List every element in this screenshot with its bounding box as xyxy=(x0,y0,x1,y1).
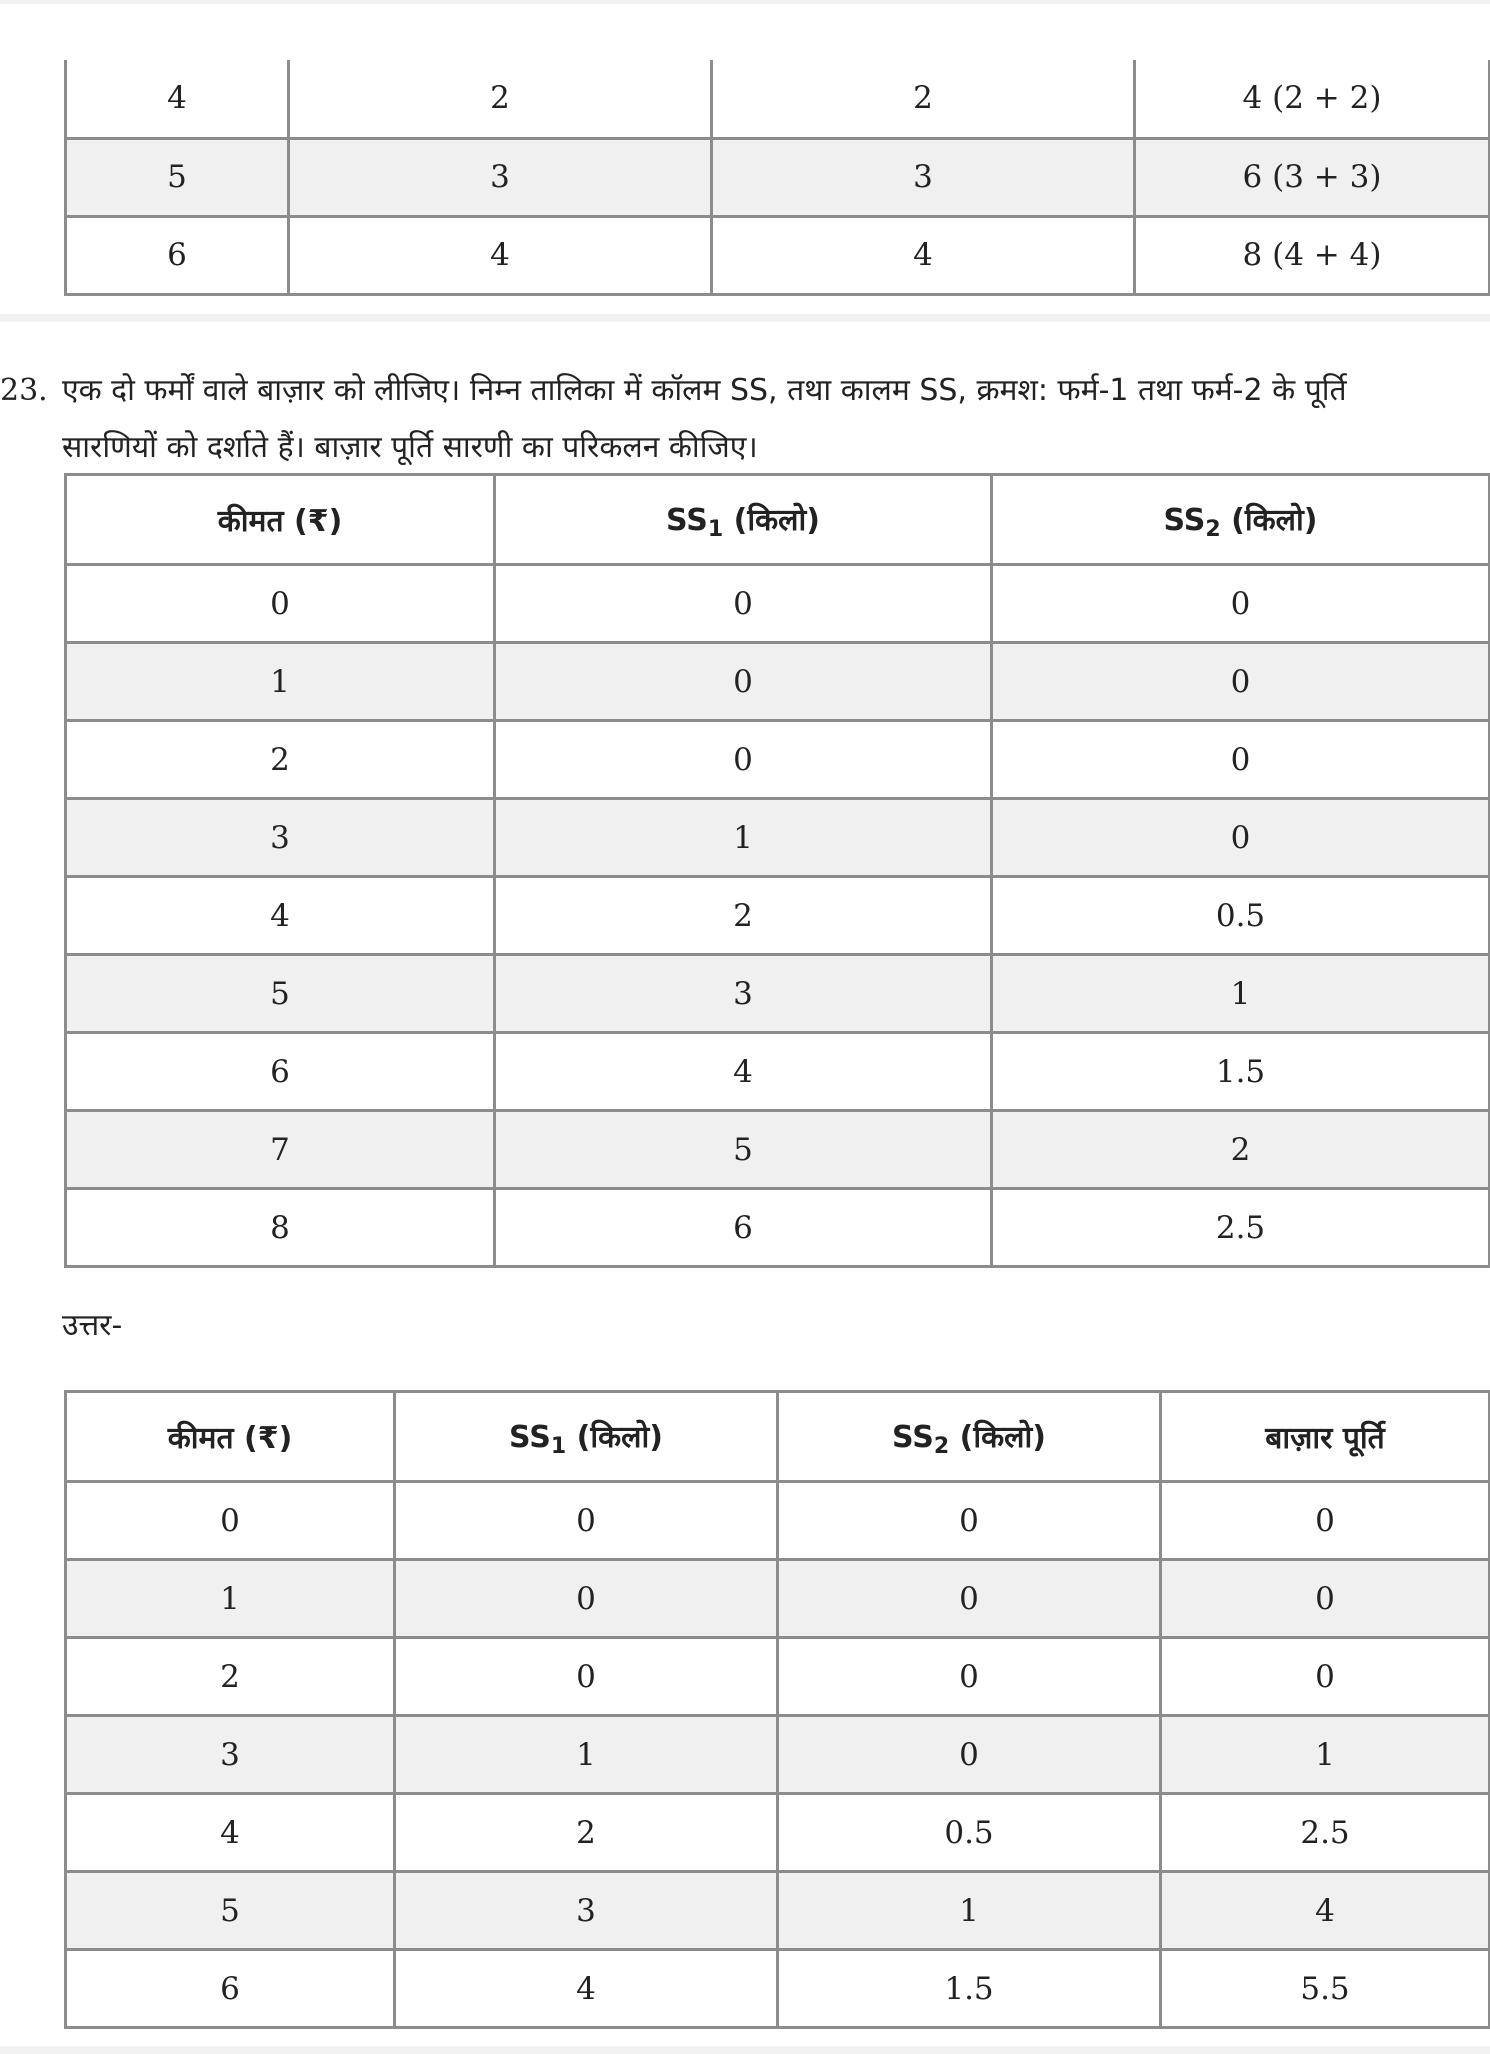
table-cell: 4 xyxy=(1161,1872,1490,1950)
table-row xyxy=(66,565,1490,643)
answer-table xyxy=(64,1390,1490,2029)
col-header-ss1: $SS_1$ (किलो) xyxy=(395,1392,778,1482)
table-header-row xyxy=(66,1392,1490,1482)
table-row xyxy=(66,1794,1490,1872)
top-band xyxy=(0,0,1490,4)
table-cell: 2 xyxy=(66,721,495,799)
col-header-ss1: $SS_1$ (किलो) xyxy=(495,475,992,565)
table-cell: 5 xyxy=(66,955,495,1033)
table-cell: 2 xyxy=(395,1794,778,1872)
col-header-market-supply: बाज़ार पूर्ति xyxy=(1161,1392,1490,1482)
table-cell: 0 xyxy=(66,1482,395,1560)
table-cell: 0 xyxy=(992,799,1490,877)
table-row xyxy=(66,1482,1490,1560)
table-cell: 0.5 xyxy=(992,877,1490,955)
table-row xyxy=(66,955,1490,1033)
table-cell: 5.5 xyxy=(1161,1950,1490,2028)
table-cell: 4 xyxy=(66,1794,395,1872)
table-row xyxy=(66,138,1490,216)
col-header-price: कीमत (₹) xyxy=(66,475,495,565)
table-cell: 0 xyxy=(778,1638,1161,1716)
table-cell: 1 xyxy=(66,1560,395,1638)
table-cell: 0.5 xyxy=(778,1794,1161,1872)
table-row xyxy=(66,1111,1490,1189)
bottom-band xyxy=(0,2046,1490,2054)
table-cell: 6 xyxy=(66,216,289,294)
table-cell: 1 xyxy=(66,643,495,721)
table-cell: 3 xyxy=(289,138,712,216)
table-cell: 0 xyxy=(66,565,495,643)
table-cell: 0 xyxy=(395,1638,778,1716)
table-cell: 3 xyxy=(395,1872,778,1950)
table-row xyxy=(66,1033,1490,1111)
table-cell: 4 xyxy=(712,216,1135,294)
table-row xyxy=(66,216,1490,294)
table-cell: 6 xyxy=(495,1189,992,1267)
table-row xyxy=(66,1189,1490,1267)
table-cell: 6 xyxy=(66,1950,395,2028)
table-cell: 2.5 xyxy=(1161,1794,1490,1872)
table-cell: 6 (3 + 3) xyxy=(1135,138,1490,216)
table-row xyxy=(66,1716,1490,1794)
question-number: 23. xyxy=(0,373,48,408)
table-cell: 0 xyxy=(395,1560,778,1638)
table-cell: 4 xyxy=(66,877,495,955)
table-cell: 0 xyxy=(1161,1560,1490,1638)
table-row xyxy=(66,1872,1490,1950)
table-cell: 2.5 xyxy=(992,1189,1490,1267)
table-cell: 3 xyxy=(66,1716,395,1794)
table-cell: 2 xyxy=(289,60,712,138)
separator-band xyxy=(0,314,1490,322)
table-cell: 0 xyxy=(395,1482,778,1560)
table-cell: 0 xyxy=(778,1482,1161,1560)
table-row xyxy=(66,1950,1490,2028)
table-cell: 2 xyxy=(992,1111,1490,1189)
table-cell: 4 xyxy=(66,60,289,138)
table-cell: 1 xyxy=(395,1716,778,1794)
table-header-row xyxy=(66,475,1490,565)
table-cell: 7 xyxy=(66,1111,495,1189)
table-cell: 1 xyxy=(495,799,992,877)
table-cell: 0 xyxy=(992,643,1490,721)
table-cell: 4 (2 + 2) xyxy=(1135,60,1490,138)
table-cell: 0 xyxy=(778,1560,1161,1638)
table-cell: 2 xyxy=(495,877,992,955)
table-cell: 4 xyxy=(289,216,712,294)
table-cell: 0 xyxy=(495,565,992,643)
table-cell: 8 (4 + 4) xyxy=(1135,216,1490,294)
col-header-price: कीमत (₹) xyxy=(66,1392,395,1482)
table-cell: 0 xyxy=(495,643,992,721)
table-cell: 1 xyxy=(1161,1716,1490,1794)
table-cell: 0 xyxy=(1161,1638,1490,1716)
col-header-ss2: $SS_2$ (किलो) xyxy=(778,1392,1161,1482)
table-cell: 4 xyxy=(495,1033,992,1111)
table-row xyxy=(66,1560,1490,1638)
table-cell: 0 xyxy=(495,721,992,799)
table-cell: 0 xyxy=(992,721,1490,799)
table-cell: 2 xyxy=(66,1638,395,1716)
table-row xyxy=(66,799,1490,877)
answer-label: उत्तर- xyxy=(62,1308,123,1343)
top-table xyxy=(64,60,1490,296)
question-table xyxy=(64,473,1490,1268)
table-cell: 1.5 xyxy=(778,1950,1161,2028)
table-cell: 5 xyxy=(66,138,289,216)
table-cell: 0 xyxy=(992,565,1490,643)
table-row xyxy=(66,877,1490,955)
table-cell: 8 xyxy=(66,1189,495,1267)
table-row xyxy=(66,60,1490,138)
table-cell: 3 xyxy=(495,955,992,1033)
table-cell: 6 xyxy=(66,1033,495,1111)
table-row xyxy=(66,1638,1490,1716)
table-cell: 1.5 xyxy=(992,1033,1490,1111)
table-cell: 5 xyxy=(66,1872,395,1950)
table-cell: 3 xyxy=(712,138,1135,216)
table-cell: 5 xyxy=(495,1111,992,1189)
question-text: एक दो फर्मों वाले बाज़ार को लीजिए। निम्न तालिका में कॉलम SS, तथा कालम SS, क्रमश: फर्म-1 तथा फर्म-2 के पूर्ति सारणियों को दर्शाते हैं। बाज़ार पूर्ति सारणी का परिकलन कीजिए। xyxy=(62,373,1347,465)
table-cell: 0 xyxy=(1161,1482,1490,1560)
col-header-ss2: $SS_2$ (किलो) xyxy=(992,475,1490,565)
table-cell: 4 xyxy=(395,1950,778,2028)
table-row xyxy=(66,721,1490,799)
table-cell: 1 xyxy=(992,955,1490,1033)
table-cell: 2 xyxy=(712,60,1135,138)
table-cell: 3 xyxy=(66,799,495,877)
question-block xyxy=(0,362,1440,476)
table-cell: 0 xyxy=(778,1716,1161,1794)
table-cell: 1 xyxy=(778,1872,1161,1950)
table-row xyxy=(66,643,1490,721)
